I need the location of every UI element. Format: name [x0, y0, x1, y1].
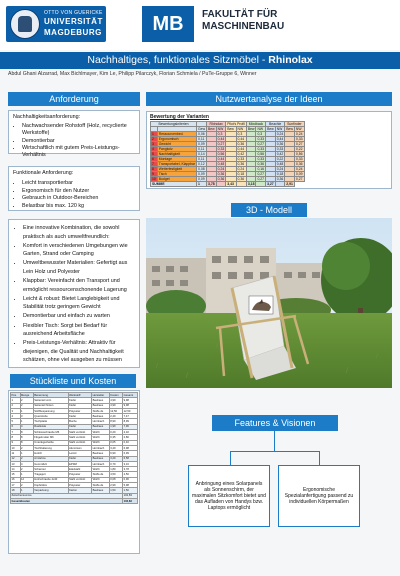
cost-cell: 1,89 [109, 467, 122, 472]
ovgu-logo[interactable] [6, 6, 106, 42]
cost-cell: Holzöl [33, 451, 68, 456]
cost-cell: Verpackung [33, 488, 68, 493]
cost-subtotal-label: Zwischensumme [11, 493, 123, 498]
nw-cell: 0,36 [276, 177, 284, 181]
chair-3d-render[interactable] [146, 218, 392, 388]
nw-sum-cell [216, 182, 226, 187]
cost-cell: 3,49 [109, 445, 122, 450]
nw-cell: 0,27 [217, 142, 225, 146]
nw-cell: 0,27 [295, 142, 303, 146]
cost-cell: 5 [11, 419, 21, 424]
cost-cell: Stoffe.de [92, 483, 110, 488]
cost-cell: 0,40 [123, 440, 138, 445]
fn-title: Funktionale Anforderung: [13, 170, 74, 176]
cost-cell: 8 [20, 440, 33, 445]
nw-cell: 5 [151, 152, 158, 157]
nw-sub-cell: Bew [226, 127, 236, 132]
cost-cell: Stoffe.de [92, 408, 110, 413]
nw-cell: 0,44 [236, 147, 246, 152]
nw-cell: 0,3 [256, 132, 266, 137]
cost-cell: Schlossschraube M6 [33, 430, 68, 435]
nw-cell: 0,12 [198, 162, 205, 166]
cost-cell: 12,50 [123, 408, 138, 413]
cost-cell: Stahl verzinkt [68, 430, 91, 435]
nw-cell: 9 [151, 172, 158, 177]
cost-header-cell: Hersteller [92, 393, 110, 398]
cost-cell: 9,98 [123, 398, 138, 403]
nh-item: • Nachwachsender Rohstoff (Holz, recyclierte Werkstoffe) [22, 123, 135, 137]
cost-cell: 9,98 [123, 403, 138, 408]
connector-line [274, 431, 275, 451]
nw-cell: 0,09 [198, 172, 205, 176]
cost-cell: 12 [20, 477, 33, 482]
cost-cell: EPDM [68, 461, 91, 466]
feature-item: • Klappbar: Vereinfacht den Transport und ermöglicht ressourcenschonende Lagerung [23, 277, 134, 294]
feature-item: • Komfort in verschiedenen Umgebungen wie Garten, Strand oder Camping [23, 242, 134, 259]
title-product: Rhinolax [268, 54, 313, 66]
cost-cell: 7,96 [123, 424, 138, 429]
nw-sum-cell: 1 [197, 182, 207, 187]
nw-cell: 0,08 [198, 167, 205, 171]
nw-cell: Montage [157, 157, 196, 162]
nw-cell: 0,18 [236, 172, 246, 177]
cost-cell: Würth [92, 430, 110, 435]
cost-cell: 12 [11, 456, 21, 461]
nw-sum-cell: 3,43 [226, 182, 236, 187]
nw-cell: 7 [151, 162, 158, 167]
cost-cell: Hornbach [92, 461, 110, 466]
fn-item: • Belastbar bis max. 120 kg [22, 203, 135, 210]
mb-logo[interactable]: MB [142, 6, 194, 42]
cost-cell: 1 [11, 398, 21, 403]
cost-cell: Hornbach [92, 419, 110, 424]
cost-cell: 3 [11, 408, 21, 413]
cost-cell: 3 [20, 414, 33, 419]
cost-cell: 8 [20, 435, 33, 440]
nw-cell: 0,09 [198, 142, 205, 146]
nw-cell: 0,44 [236, 137, 246, 142]
cost-cell: Flügelmutter M6 [33, 435, 68, 440]
nw-sub-cell: NW [275, 127, 285, 132]
cost-cell: 18 [11, 488, 21, 493]
nw-header: Mixdback [246, 122, 265, 127]
nw-cell: 0,36 [276, 142, 284, 146]
nw-sub-cell: Gew [198, 127, 206, 131]
cost-cell: Aluminium [68, 445, 91, 450]
cost-cell: 6,99 [123, 451, 138, 456]
section-stueckliste: Stückliste und Kosten [10, 374, 136, 388]
cost-cell: 4 [20, 424, 33, 429]
cost-cell: 7 [11, 430, 21, 435]
nw-cell: 0,18 [276, 172, 284, 176]
nw-cell: 0,22 [295, 147, 303, 151]
nw-cell: 0,24 [236, 167, 246, 172]
cost-header-cell: Kosten [109, 393, 122, 398]
nw-header: Pilot's Profil [227, 122, 245, 126]
cost-cell: 10 [11, 445, 21, 450]
faculty-line1: FAKULTÄT FÜR [202, 9, 278, 20]
nw-cell: 0,14 [198, 152, 205, 156]
nw-cell: 6 [151, 157, 158, 162]
nw-cell: 0,44 [217, 157, 225, 161]
cost-cell: 4 [11, 414, 21, 419]
nw-sub-cell: Bew [286, 127, 293, 131]
nw-sum-cell [256, 182, 266, 187]
nw-cell: 0,3 [236, 132, 246, 137]
cost-cell: 16 [11, 477, 21, 482]
cost-cell: 1,50 [123, 488, 138, 493]
nw-cell: 0,33 [257, 137, 265, 141]
cost-cell: Kiefer [68, 398, 91, 403]
nw-cell: 0,27 [257, 142, 265, 146]
cost-cell: 3,29 [109, 456, 122, 461]
nw-cell: Wetterfestigkeit [157, 167, 196, 172]
nw-cell: 0,42 [236, 152, 246, 157]
cost-cell: 15 [11, 472, 21, 477]
nw-cell: 0,36 [217, 177, 225, 181]
cost-cell: Kiefer [68, 403, 91, 408]
cost-cell: Kiefer [68, 456, 91, 461]
cost-cell: Würth [92, 435, 110, 440]
cost-cell: Bauhaus [92, 451, 110, 456]
nw-header: Bewertungskriterien [151, 122, 197, 127]
nw-sub-cell: Bew [267, 127, 274, 131]
nw-cell: Transportabel, Klappbar [158, 162, 196, 166]
nw-sum-cell [275, 182, 285, 187]
nw-header: Rhinolax [207, 122, 226, 127]
nw-header: Sunfinder [285, 122, 304, 127]
cost-cell: Stoffe.de [92, 472, 110, 477]
nw-cell: 0,3 [216, 132, 226, 137]
cost-total-row [11, 498, 138, 503]
nw-cell: 4 [151, 147, 158, 152]
cost-cell: Würth [92, 467, 110, 472]
nw-cell: 0,36 [236, 162, 246, 167]
cost-cell: Armlehne [33, 456, 68, 461]
fn-item: • Ergonomisch für den Nutzer [22, 188, 135, 195]
nw-cell: 0,56 [217, 152, 225, 156]
cost-cell: 4,50 [123, 472, 138, 477]
cost-cell: 2 [20, 467, 33, 472]
feature-item: • Demontierbar und einfach zu warten [23, 312, 134, 321]
cost-cell: 0,05 [109, 440, 122, 445]
cost-cell: Buche [68, 419, 91, 424]
nw-cell: 0,36 [217, 172, 225, 176]
nutzwert-table [150, 121, 305, 187]
cost-cell: Stahl verzinkt [68, 435, 91, 440]
nw-sub-cell: NW [294, 127, 304, 132]
cost-header-cell: Benennung [33, 393, 68, 398]
nw-cell: 0,56 [257, 152, 265, 156]
cost-cell: Polyester [68, 472, 91, 477]
garden-scene-image [146, 218, 392, 388]
product-features-box [8, 219, 140, 368]
cost-cell: Kopfstütze [33, 483, 68, 488]
stueckliste-table [10, 392, 138, 504]
cost-cell: Edelstahl [68, 467, 91, 472]
nw-cell: Ressourcenbed. [157, 132, 196, 137]
nw-cell: 0,27 [295, 177, 303, 181]
cost-cell: 0,29 [109, 430, 122, 435]
nw-cell: Tisch [157, 172, 196, 177]
cost-total-value: 102,83 [123, 498, 138, 503]
cost-cell: Stoffbespannung [33, 408, 68, 413]
connector-line [319, 451, 320, 465]
feature-vision-solar: Anbringung eines Solarpanels als Sonnenschirm, der maximalen Sitzkomfort bietet und das Aufladen von Handys bzw. Laptops ermöglicht [188, 465, 270, 527]
nw-cell: 0,11 [197, 147, 207, 152]
nw-sub-cell: Bew [247, 127, 255, 131]
cost-cell: 2,80 [123, 435, 138, 440]
nw-cell: 0,06 [198, 132, 205, 136]
cost-cell: Bauhaus [92, 398, 110, 403]
nutzwert-table-title: Bewertung der Varianten [150, 114, 209, 120]
cost-header-cell: Pos. [11, 393, 21, 398]
feature-item: • Leicht & robust: Bietet Langlebigkeit und Stabilität trotz geringem Gewicht [23, 295, 134, 312]
feature-vision-ergonomie: Ergonomische Spezialanfertigung passend zu individuellen Körpermaßen [278, 465, 360, 527]
cost-cell: Unterlegscheibe [33, 440, 68, 445]
cost-cell: Bauhaus [92, 456, 110, 461]
nw-cell: Ergonomisch [157, 137, 196, 142]
nw-cell: 0,36 [236, 142, 246, 147]
nw-cell: 0,48 [276, 162, 284, 166]
cost-cell: Seitenteil hinten [33, 403, 68, 408]
nachhaltigkeit-box [8, 110, 140, 158]
cost-cell: 6,98 [123, 445, 138, 450]
cost-cell: Tragegurt [33, 472, 68, 477]
cost-cell: 4,99 [109, 398, 122, 403]
nw-sum-cell [236, 182, 246, 187]
cost-cell: 6 [11, 424, 21, 429]
cost-cell: 11 [11, 451, 21, 456]
nw-cell: 0,24 [295, 132, 303, 136]
cost-cell: Kiefer [68, 424, 91, 429]
feature-item: • Umweltbewusster Materialien: Gefertigt aus Lein Holz und Polyester [23, 259, 134, 276]
cost-cell: 1 [20, 451, 33, 456]
nw-cell: 0,44 [217, 137, 225, 141]
nw-cell: 10 [152, 177, 156, 181]
cost-cell: Hornbach [92, 445, 110, 450]
nh-item: • Demontierbar [22, 138, 135, 145]
nw-cell: 1 [151, 132, 158, 137]
cost-cell: Seitenteil vorn [33, 398, 68, 403]
nw-sum-cell: 3,78 [208, 182, 215, 186]
funktional-box [8, 166, 140, 211]
cost-cell: 12,50 [109, 408, 122, 413]
authors: Abdul Ghani Alzarrad, Max Bichlmayer, Kim Le, Philipp Pilarczyk, Florian Schmiela / PuTe-Gruppe 6, Winner [8, 71, 257, 77]
feature-item: • Eine innovative Kombination, die sowohl praktisch als auch umweltfreundlich: [23, 224, 134, 241]
cost-cell: Bauhaus [92, 414, 110, 419]
nw-cell: 0,27 [257, 172, 265, 176]
section-anforderung: Anforderung [8, 92, 140, 106]
nw-sub-cell: NW [256, 127, 266, 132]
section-nutzwert: Nutzwertanalyse der Ideen [146, 92, 392, 106]
cost-cell: 4 [20, 461, 33, 466]
nh-item: • Wirtschaftlich mit gutem Preis-Leistungs-Verhältnis [22, 145, 135, 159]
cost-total-label: Gesamtkosten [11, 498, 123, 503]
ovgu-name-small: OTTO VON GUERICKE [44, 10, 103, 16]
cost-cell: 7,47 [123, 414, 138, 419]
cost-cell: 13 [11, 461, 21, 466]
cost-cell: 2,49 [109, 414, 122, 419]
cost-cell: Würth [92, 440, 110, 445]
cost-header-cell: Menge [20, 393, 33, 398]
cost-cell: 0,96 [123, 477, 138, 482]
cost-cell: 8,99 [109, 419, 122, 424]
feature-item: • Flexibler Tisch: Sorgt bei Bedarf für ausreichend Arbeitsfläche [23, 322, 134, 339]
nw-cell: Nachhaltigkeit [157, 152, 196, 157]
cost-cell: 2 [20, 456, 33, 461]
cost-cell: 8 [11, 435, 21, 440]
nw-sub-cell: NW [216, 127, 226, 132]
nw-cell: 0,09 [198, 177, 205, 181]
nw-cell: 0,11 [197, 157, 207, 162]
cost-cell: Tischhalterung [33, 445, 68, 450]
cost-cell: Bauhaus [92, 403, 110, 408]
cost-cell: Rastleiste [33, 424, 68, 429]
nw-cell: Budget [157, 177, 196, 182]
nw-cell: 0,36 [236, 177, 246, 182]
nw-cell: 0,09 [295, 172, 303, 176]
feature-item: • Preis-Leistungs-Verhältnis: Attraktiv für diejenigen, die Qualität und Nachhaltigkeit schätzen, ohne viel ausgeben zu müssen [23, 339, 134, 365]
cost-cell: 1,50 [109, 488, 122, 493]
nw-cell: 2 [151, 137, 158, 142]
title-main: Nachhaltiges, funktionales Sitzmöbel - [87, 54, 269, 66]
nw-cell: 0,36 [295, 162, 303, 166]
cost-cell: Gummifuß [33, 461, 68, 466]
cost-subtotal-value: 102,83 [123, 493, 138, 498]
cost-cell: 2,32 [123, 430, 138, 435]
portrait-icon [18, 16, 32, 32]
nw-cell: Pangkolz [157, 147, 196, 152]
cost-cell: Querstrebe [33, 414, 68, 419]
nw-sum-label: SUMME [151, 182, 197, 187]
cost-cell: 9 [11, 440, 21, 445]
nw-cell: 0,36 [257, 162, 265, 166]
nw-cell: 0,33 [236, 157, 246, 162]
nw-cell: 0,24 [217, 167, 225, 171]
connector-line [230, 451, 319, 452]
cost-cell: 0,35 [109, 435, 122, 440]
nw-cell: 0,33 [217, 147, 225, 151]
cost-cell: 4,50 [109, 472, 122, 477]
nw-cell: 0,24 [276, 132, 284, 136]
cost-cell: 5,98 [123, 483, 138, 488]
cost-cell: 14 [11, 467, 21, 472]
cost-cell: 1 [20, 488, 33, 493]
cost-cell: 1 [20, 408, 33, 413]
cost-cell: 4,99 [109, 403, 122, 408]
nw-header: Beachie [266, 122, 285, 127]
nw-cell: 0,11 [197, 137, 207, 142]
cost-cell: 8,99 [123, 419, 138, 424]
nw-cell: 0,33 [257, 157, 265, 161]
nw-cell: 0,24 [276, 167, 284, 171]
nw-cell: 8 [151, 167, 158, 172]
nw-cell: 0,44 [276, 137, 284, 141]
cost-cell: 3,78 [123, 467, 138, 472]
nw-cell: 0,33 [257, 147, 265, 151]
cost-cell: 2 [20, 398, 33, 403]
cost-cell: Stahl verzinkt [68, 440, 91, 445]
nw-cell: 0,24 [295, 167, 303, 171]
cost-cell: 6,99 [109, 451, 122, 456]
fn-item: • Leicht transportierbar [22, 180, 135, 187]
cost-cell: Stahl verzinkt [68, 477, 91, 482]
cost-cell: 3,16 [123, 461, 138, 466]
ovgu-name-line1: UNIVERSITÄT [44, 17, 103, 26]
connector-line [230, 451, 231, 465]
nw-cell: 0,33 [295, 137, 303, 141]
cost-header-cell: Gesamt [123, 393, 138, 398]
nw-cell: 0,22 [276, 157, 284, 161]
cost-cell: 1 [20, 419, 33, 424]
nw-sum-row [151, 182, 305, 187]
faculty-line2: MASCHINENBAU [202, 21, 285, 32]
section-3d-modell: 3D - Modell [231, 203, 307, 217]
cost-header-cell: Werkstoff [68, 393, 91, 398]
nw-cell: 3 [151, 142, 158, 147]
nw-sum-cell: 3,27 [267, 182, 274, 186]
nw-cell: 0,56 [295, 152, 303, 156]
cost-cell: 1 [20, 472, 33, 477]
cost-cell: 2 [20, 483, 33, 488]
cost-cell: Karton [68, 488, 91, 493]
nw-cell: 0,42 [276, 152, 284, 156]
guericke-seal-icon [10, 9, 40, 39]
ovgu-name-line2: MAGDEBURG [44, 28, 102, 37]
cost-cell: 8 [20, 430, 33, 435]
nw-cell: 0,33 [295, 157, 303, 161]
cost-cell: 2 [20, 445, 33, 450]
cost-cell: Scharnier [33, 467, 68, 472]
nw-cell: 0,16 [257, 167, 265, 171]
cost-cell: 0,08 [109, 477, 122, 482]
section-features: Features & Visionen [212, 415, 338, 431]
nh-title: Nachhaltigkeitsanforderung: [13, 114, 81, 120]
cost-cell: Würth [92, 477, 110, 482]
nw-cell: 0,27 [257, 177, 265, 181]
cost-cell: 0,79 [109, 461, 122, 466]
poster-title [0, 54, 400, 66]
nw-cell: 0,48 [217, 162, 225, 166]
cost-cell: Polyester [68, 483, 91, 488]
cost-cell: 2,99 [109, 483, 122, 488]
cost-cell: Tischplatte [33, 419, 68, 424]
cost-cell: 6,58 [123, 456, 138, 461]
cost-cell: Polyester [68, 408, 91, 413]
nw-sum-cell: 3,18 [247, 182, 255, 186]
cost-cell: 2 [20, 403, 33, 408]
nw-cell: Gewicht [157, 142, 196, 147]
cost-cell: Bauhaus [92, 424, 110, 429]
nw-sub-cell: NW [236, 127, 246, 132]
cost-cell: Holzschraube 4x40 [33, 477, 68, 482]
cost-cell: Leinöl [68, 451, 91, 456]
cost-cell: Bauhaus [92, 488, 110, 493]
fn-item: • Gebrauch in Outdoor-Bereichen [22, 195, 135, 202]
cost-cell: Kiefer [68, 414, 91, 419]
cost-cell: 17 [11, 483, 21, 488]
nw-cell: 0,33 [276, 147, 284, 151]
nw-sum-cell: 2,91 [286, 182, 293, 186]
cost-cell: 1,99 [109, 424, 122, 429]
nw-sub-cell: Bew [208, 127, 215, 131]
cost-cell: 2 [11, 403, 21, 408]
